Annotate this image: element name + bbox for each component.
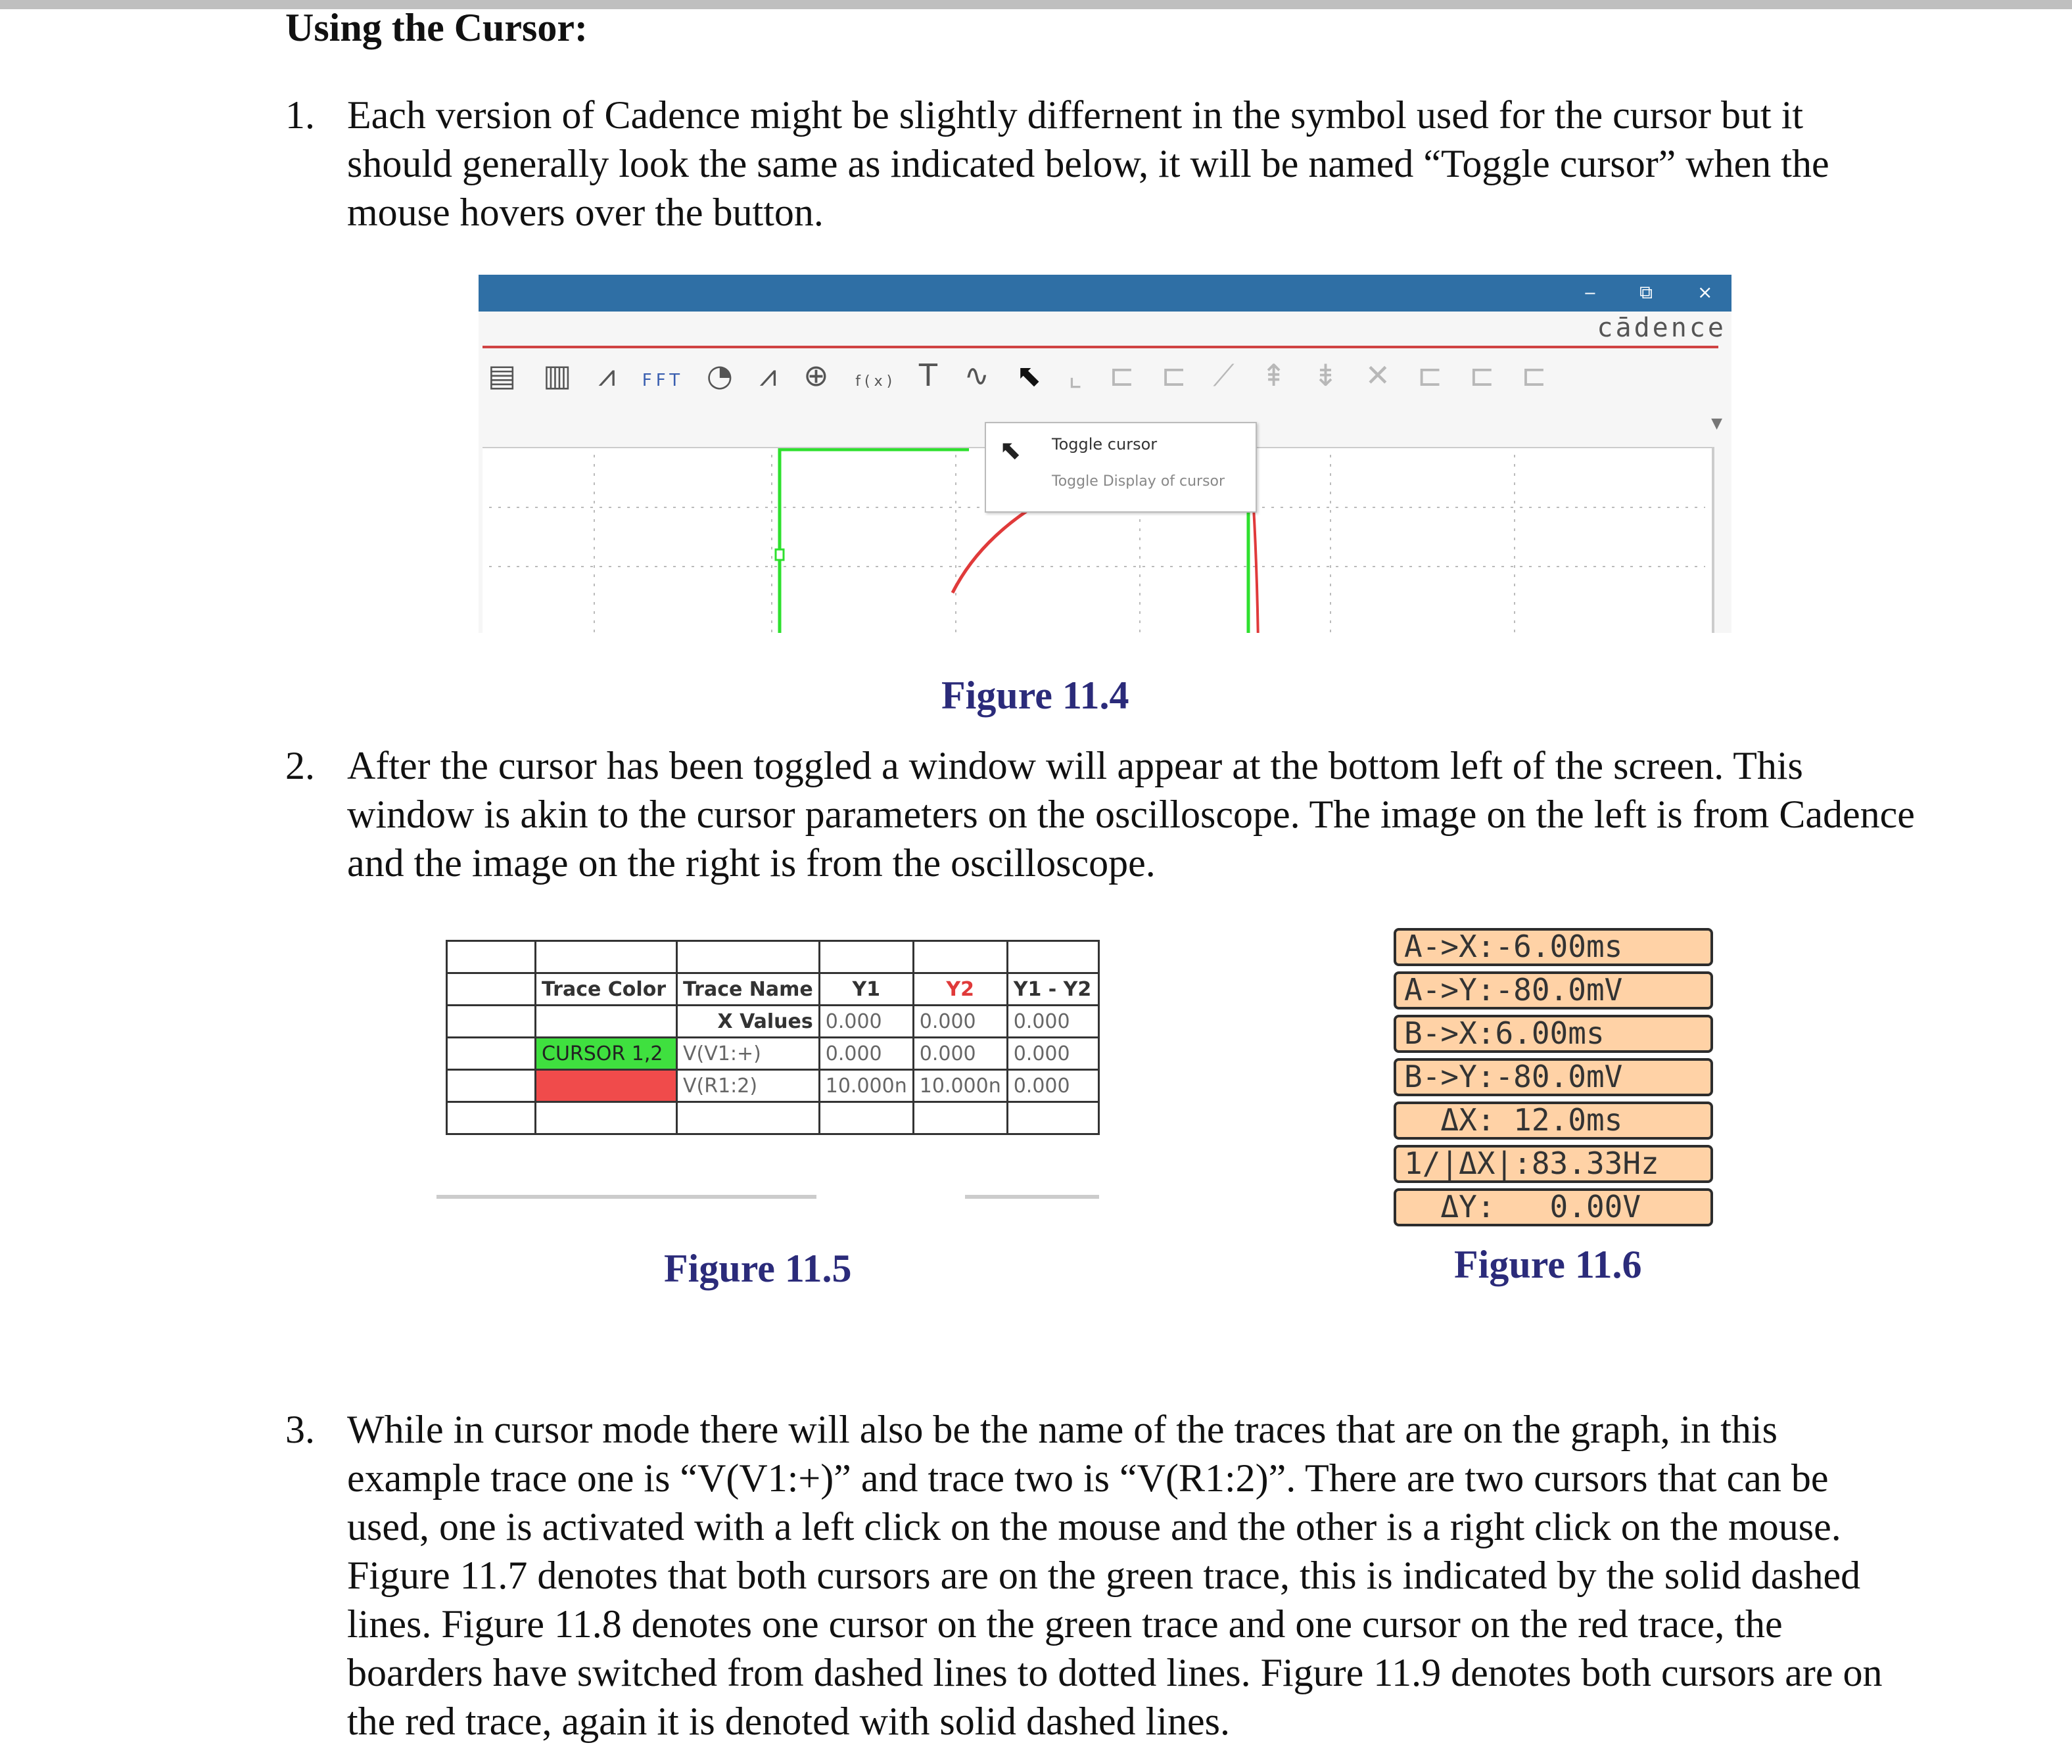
xvalue-y2: 0.000 <box>913 1006 1007 1038</box>
cursor-slope-icon[interactable]: ⟋ <box>1213 358 1238 393</box>
readout-bx: B->X:6.00ms <box>1394 1015 1713 1053</box>
header-y1: Y1 <box>819 973 913 1006</box>
y2-cell: 0.000 <box>913 1038 1007 1070</box>
header-trace-name: Trace Name <box>677 973 820 1006</box>
toggle-cursor-icon[interactable]: ⬉ <box>1016 358 1046 393</box>
cadence-toolbar-screenshot <box>479 275 1731 633</box>
gauge-icon[interactable]: ◔ <box>706 358 737 393</box>
y1-cell: 0.000 <box>819 1038 913 1070</box>
diff-cell: 0.000 <box>1007 1070 1098 1102</box>
readout-ay: A->Y:-80.0mV <box>1394 971 1713 1010</box>
minimize-icon[interactable]: ‒ <box>1584 281 1596 303</box>
table-row <box>447 1006 1099 1038</box>
table-row <box>447 1102 1099 1134</box>
header-trace-color: Trace Color <box>536 973 677 1006</box>
list-item-3-text: While in cursor mode there will also be the name of the traces that are on the graph, in this example trace one is “V(V1:+)” and trace two is “V(R1:2)”. There are two cursors that can be used, one is activated with a left click on the mouse and the other is a right click on the mouse. Figure 11.7 denotes that both cursors are on the green trace, this is indicated by the solid dashed lines. Figure 11.8 denotes one cursor on the green trace and one cursor on the red trace, the boarders have switched from dashed lines to dotted lines. Figure 11.9 denotes both cursors are on the red trace, again it is denoted with solid dashed lines. <box>347 1408 1883 1743</box>
plot-xy-icon[interactable]: ⩘ <box>598 358 620 393</box>
trace-color-cell[interactable] <box>536 1070 677 1102</box>
toggle-cursor-tooltip-icon: ⬉ <box>999 435 1022 465</box>
xvalue-diff: 0.000 <box>1007 1006 1098 1038</box>
figure-4-caption: Figure 11.4 <box>941 674 1129 717</box>
cadence-cursor-table <box>446 940 1100 1203</box>
list-number-1: 1. <box>285 93 315 137</box>
axis-icon[interactable]: ⩘ <box>759 358 781 393</box>
table-row <box>447 941 1099 973</box>
table-row[interactable] <box>447 1038 1099 1070</box>
cursor-mark-icon[interactable]: ⊏ <box>1521 358 1551 393</box>
cursor-option-icon[interactable]: ⌞ <box>1068 358 1087 393</box>
toolbar-overflow-icon[interactable]: ▼ <box>1711 415 1722 432</box>
tooltip-description: Toggle Display of cursor <box>1052 473 1225 490</box>
readout-delta-y: ΔY: 0.00V <box>1394 1188 1713 1226</box>
toolbar-divider <box>483 346 1718 348</box>
cursor-max-icon[interactable]: ⇟ <box>1313 358 1342 393</box>
y1-cell: 10.000n <box>819 1070 913 1102</box>
text-label-icon[interactable]: T <box>918 358 941 393</box>
table-scrollbar[interactable] <box>436 1195 816 1199</box>
toolbar <box>488 358 1560 397</box>
waveform-icon[interactable]: ∿ <box>964 358 994 393</box>
cursor-trough-icon[interactable]: ⊏ <box>1161 358 1190 393</box>
cursor-min-icon[interactable]: ⇞ <box>1261 358 1290 393</box>
restore-icon[interactable]: ⧉ <box>1639 281 1653 303</box>
cursor-prev-icon[interactable]: ⊏ <box>1469 358 1499 393</box>
list-item-1-text: Each version of Cadence might be slightly differnent in the symbol used for the cursor but it should generally look the same as indicated below, it will be named “Toggle cursor” when the mouse hovers over the button. <box>347 93 1829 234</box>
figure-5-caption: Figure 11.5 <box>664 1247 852 1290</box>
trace-name-cell: V(V1:+) <box>677 1038 820 1070</box>
table-row[interactable] <box>447 1070 1099 1102</box>
xvalues-label: X Values <box>677 1006 820 1038</box>
y2-cell: 10.000n <box>913 1070 1007 1102</box>
cursor-next-icon[interactable]: ⊏ <box>1417 358 1447 393</box>
table-header-row <box>447 973 1099 1006</box>
section-heading: Using the Cursor: <box>285 6 588 49</box>
readout-ax: A->X:-6.00ms <box>1394 928 1713 966</box>
add-trace-icon[interactable]: ⊕ <box>803 358 833 393</box>
window-titlebar <box>479 275 1731 312</box>
figure-6-caption: Figure 11.6 <box>1454 1243 1642 1286</box>
copy-icon[interactable]: ▤ <box>488 358 521 393</box>
cadence-logo: cādence <box>1597 313 1726 343</box>
header-y1-y2: Y1 - Y2 <box>1007 973 1098 1006</box>
readout-by: B->Y:-80.0mV <box>1394 1058 1713 1096</box>
fft-icon[interactable]: FFT <box>642 371 684 390</box>
trace-name-cell: V(R1:2) <box>677 1070 820 1102</box>
xvalue-y1: 0.000 <box>819 1006 913 1038</box>
list-item-2-text: After the cursor has been toggled a window will appear at the bottom left of the screen. This window is akin to the cursor parameters on the oscilloscope. The image on the left is from Cadence and the image on the right is from the oscilloscope. <box>347 744 1915 885</box>
list-number-3: 3. <box>285 1408 315 1451</box>
trace-color-cell[interactable]: CURSOR 1,2 <box>536 1038 677 1070</box>
cursor-peak-icon[interactable]: ⊏ <box>1109 358 1139 393</box>
cursor-table <box>446 940 1100 1135</box>
oscilloscope-readout <box>1394 928 1713 1232</box>
toggle-cursor-tooltip <box>985 422 1257 513</box>
readout-frequency: 1/|ΔX|:83.33Hz <box>1394 1145 1713 1183</box>
readout-delta-x: ΔX: 12.0ms <box>1394 1102 1713 1140</box>
table-scrollbar[interactable] <box>965 1195 1099 1199</box>
green-trace <box>780 450 969 633</box>
green-trace-marker <box>776 549 784 560</box>
list-number-2: 2. <box>285 744 315 787</box>
cursor-point-icon[interactable]: ✕ <box>1365 358 1395 393</box>
header-y2: Y2 <box>913 973 1007 1006</box>
tooltip-title: Toggle cursor <box>1052 435 1158 453</box>
diff-cell: 0.000 <box>1007 1038 1098 1070</box>
paste-icon[interactable]: ▥ <box>543 358 576 393</box>
close-icon[interactable]: × <box>1697 281 1713 303</box>
function-icon[interactable]: f(x) <box>855 373 897 390</box>
